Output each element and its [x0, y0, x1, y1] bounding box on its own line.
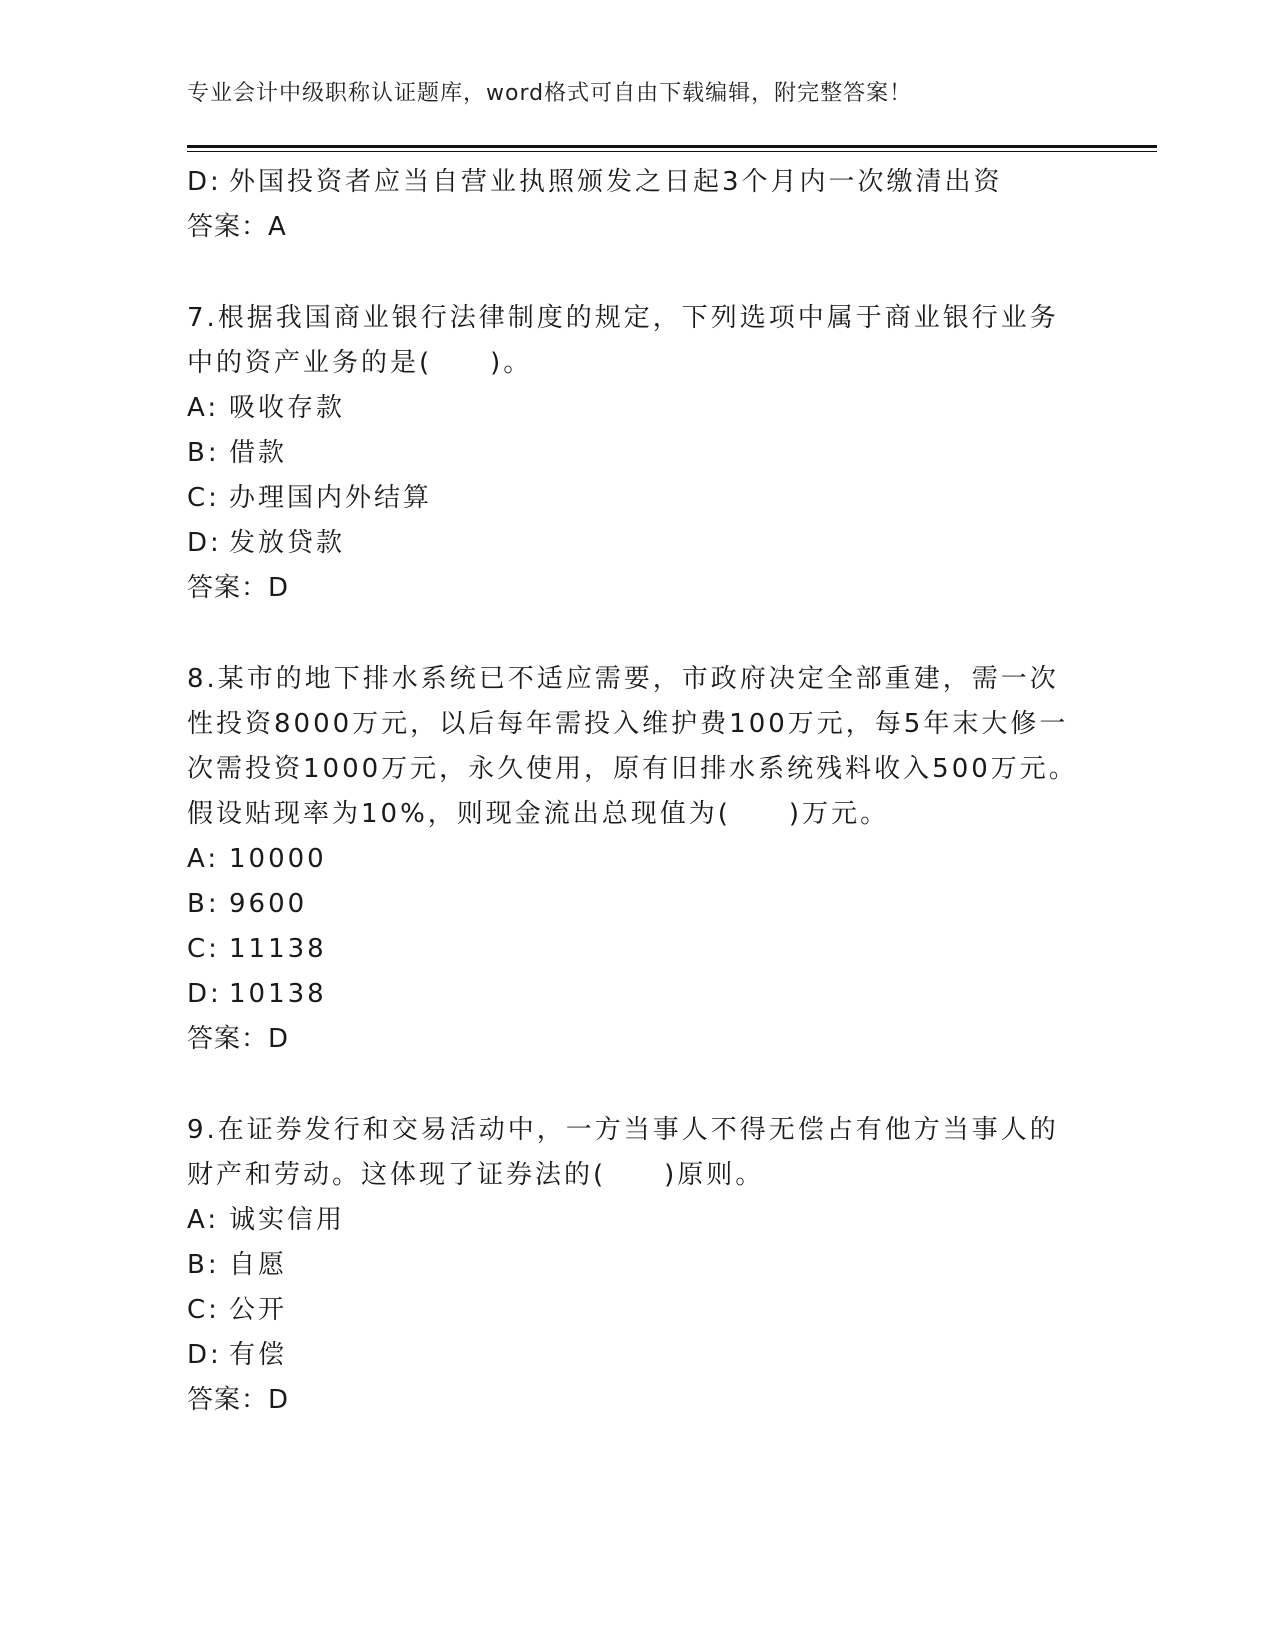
page-header: 专业会计中级职称认证题库，word格式可自由下载编辑，附完整答案！: [187, 81, 913, 106]
question-9: [187, 1108, 1087, 1423]
option-text: 发放贷款: [229, 528, 346, 558]
question-stem-line: 9.在证券发行和交易活动中，一方当事人不得无偿占有他方当事人的: [187, 1115, 1059, 1145]
answer-line: 答案：A: [187, 212, 287, 242]
option-label: B:: [187, 889, 220, 919]
option-c: [187, 476, 1087, 521]
option-d: [187, 160, 1087, 205]
option-b: [187, 1243, 1087, 1288]
answer-line: 答案：D: [187, 573, 290, 603]
answer-line: 答案：D: [187, 1024, 290, 1054]
option-label: D:: [187, 167, 222, 197]
option-c: [187, 1288, 1087, 1333]
option-b: [187, 431, 1087, 476]
option-label: C:: [187, 934, 220, 964]
question-content: [187, 160, 1087, 1423]
option-d: [187, 521, 1087, 566]
option-label: C:: [187, 1295, 220, 1325]
option-text: 9600: [229, 889, 308, 919]
option-a: [187, 1198, 1087, 1243]
question-stem-line: 假设贴现率为10%，则现金流出总现值为( )万元。: [187, 799, 890, 829]
option-label: B:: [187, 438, 220, 468]
option-text: 10000: [229, 844, 327, 874]
previous-question-tail: [187, 160, 1087, 250]
question-8: [187, 657, 1087, 1062]
option-text: 11138: [229, 934, 327, 964]
option-c: [187, 927, 1087, 972]
question-stem-line: 中的资产业务的是( )。: [187, 348, 533, 378]
option-text: 自愿: [229, 1250, 288, 1280]
option-text: 10138: [229, 979, 327, 1009]
question-7: [187, 296, 1087, 611]
option-b: [187, 882, 1087, 927]
option-text: 诚实信用: [229, 1205, 346, 1235]
option-label: B:: [187, 1250, 220, 1280]
option-a: [187, 386, 1087, 431]
option-text: 借款: [229, 438, 288, 468]
option-text: 外国投资者应当自营业执照颁发之日起3个月内一次缴清出资: [229, 167, 1003, 197]
option-a: [187, 837, 1087, 882]
option-label: D:: [187, 979, 222, 1009]
option-text: 办理国内外结算: [229, 483, 433, 513]
option-label: A:: [187, 1205, 220, 1235]
header-divider-thick: [187, 145, 1157, 148]
option-label: D:: [187, 1340, 222, 1370]
question-stem-line: 财产和劳动。这体现了证券法的( )原则。: [187, 1160, 765, 1190]
question-stem-line: 性投资8000万元，以后每年需投入维护费100万元，每5年末大修一: [187, 709, 1069, 739]
option-text: 吸收存款: [229, 393, 346, 423]
option-text: 公开: [229, 1295, 288, 1325]
option-text: 有偿: [229, 1340, 288, 1370]
option-label: A:: [187, 844, 220, 874]
option-label: D:: [187, 528, 222, 558]
option-d: [187, 1333, 1087, 1378]
option-d: [187, 972, 1087, 1017]
question-stem-line: 7.根据我国商业银行法律制度的规定，下列选项中属于商业银行业务: [187, 303, 1059, 333]
header-divider-thin: [187, 151, 1157, 152]
answer-line: 答案：D: [187, 1385, 290, 1415]
question-stem-line: 8.某市的地下排水系统已不适应需要，市政府决定全部重建，需一次: [187, 664, 1059, 694]
question-stem-line: 次需投资1000万元，永久使用，原有旧排水系统残料收入500万元。: [187, 754, 1078, 784]
option-label: C:: [187, 483, 220, 513]
option-label: A:: [187, 393, 220, 423]
